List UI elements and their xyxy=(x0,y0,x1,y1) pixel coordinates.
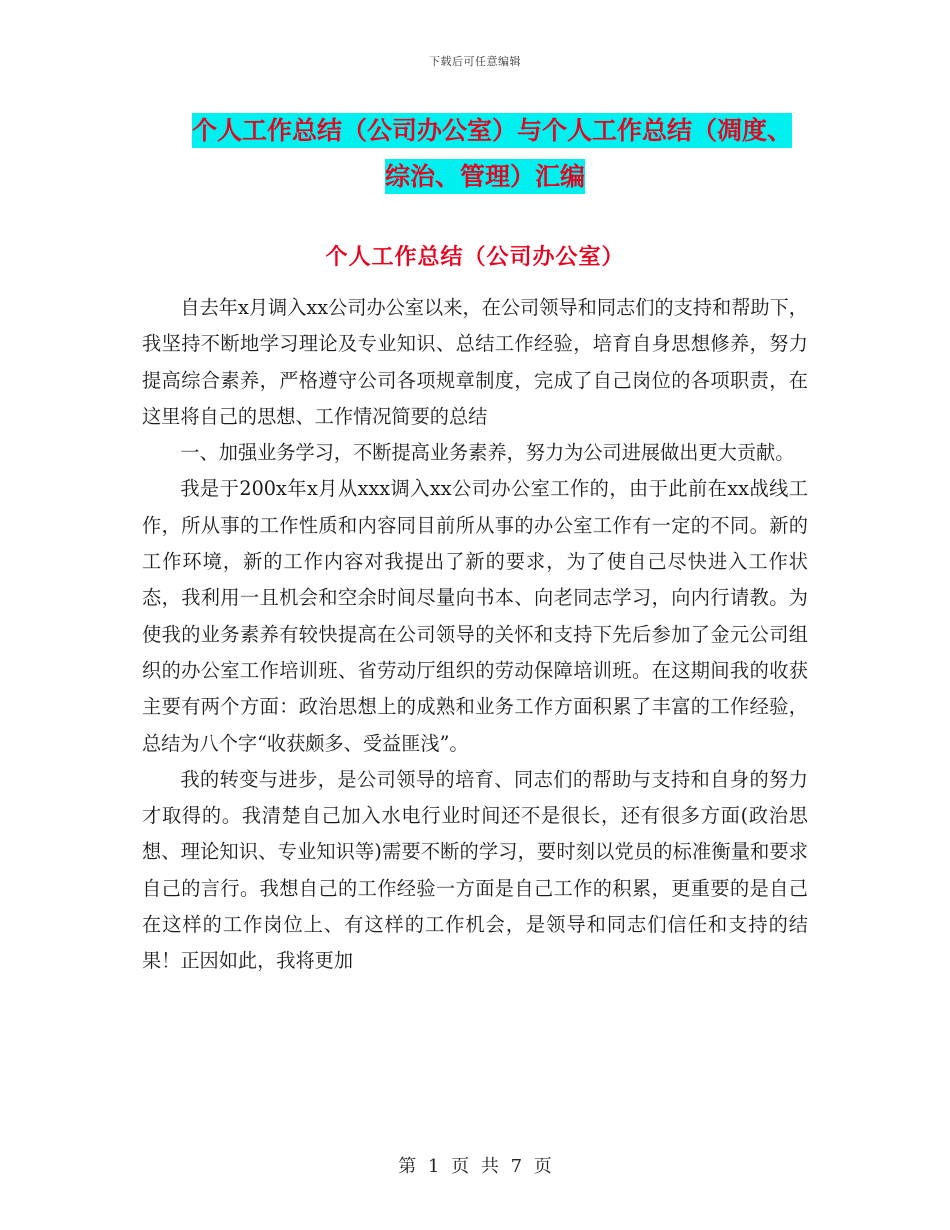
document-title-line-1 xyxy=(140,108,830,154)
body-paragraph-3: 我是于200x年x月从xxx调入xx公司办公室工作的，由于此前在xx战线工作，所从事的工作性质和内容同目前所从事的办公室工作有一定的不同。新的工作环境，新的工作内容对我提出了新的要求，为了使自己尽快进入工作状态，我利用一且机会和空余时间尽量向书本、向老同志学习，向内行请教。为使我的业务素养有较快提高在公司领导的关怀和支持下先后参加了金元公司组织的办公室工作培训班、省劳动厅组织的劳动保障培训班。在这期间我的收获主要有两个方面：政治思想上的成熟和业务工作方面积累了丰富的工作经验，总结为八个字“收获颇多、受益匪浅”。 xyxy=(142,477,808,755)
document-title xyxy=(140,108,830,200)
page-number-footer: 第 1 页 共 7 页 xyxy=(398,1156,552,1177)
body-paragraph-2: 一、加强业务学习，不断提高业务素养，努力为公司进展做出更大贡献。 xyxy=(180,441,795,465)
document-body xyxy=(142,290,808,980)
title-highlight: 个人工作总结（公司办公室）与个人工作总结（凋度、 xyxy=(192,113,792,148)
title-highlight: 综治、管理）汇编 xyxy=(385,159,585,194)
section-title: 个人工作总结（公司办公室） xyxy=(325,244,625,270)
page-header-note: 下载后可任意编辑 xyxy=(429,55,521,68)
body-paragraph-1: 自去年x月调入xx公司办公室以来，在公司领导和同志们的支持和帮助下，我坚持不断地学习理论及专业知识、总结工作经验，培育自身思想修养，努力提高综合素养，严格遵守公司各项规章制度，完成了自己岗位的各项职责，在这里将自己的思想、工作情况简要的总结 xyxy=(142,296,808,428)
document-title-line-2 xyxy=(140,154,830,200)
body-paragraph-4: 我的转变与进步，是公司领导的培育、同志们的帮助与支持和自身的努力才取得的。我清楚自己加入水电行业时间还不是很长，还有很多方面(政治思想、理论知识、专业知识等)需要不断的学习，要时刻以党员的标准衡量和要求自己的言行。我想自己的工作经验一方面是自己工作的积累，更重要的是自己在这样的工作岗位上、有这样的工作机会，是领导和同志们信任和支持的结果！正因如此，我将更加 xyxy=(142,767,808,973)
